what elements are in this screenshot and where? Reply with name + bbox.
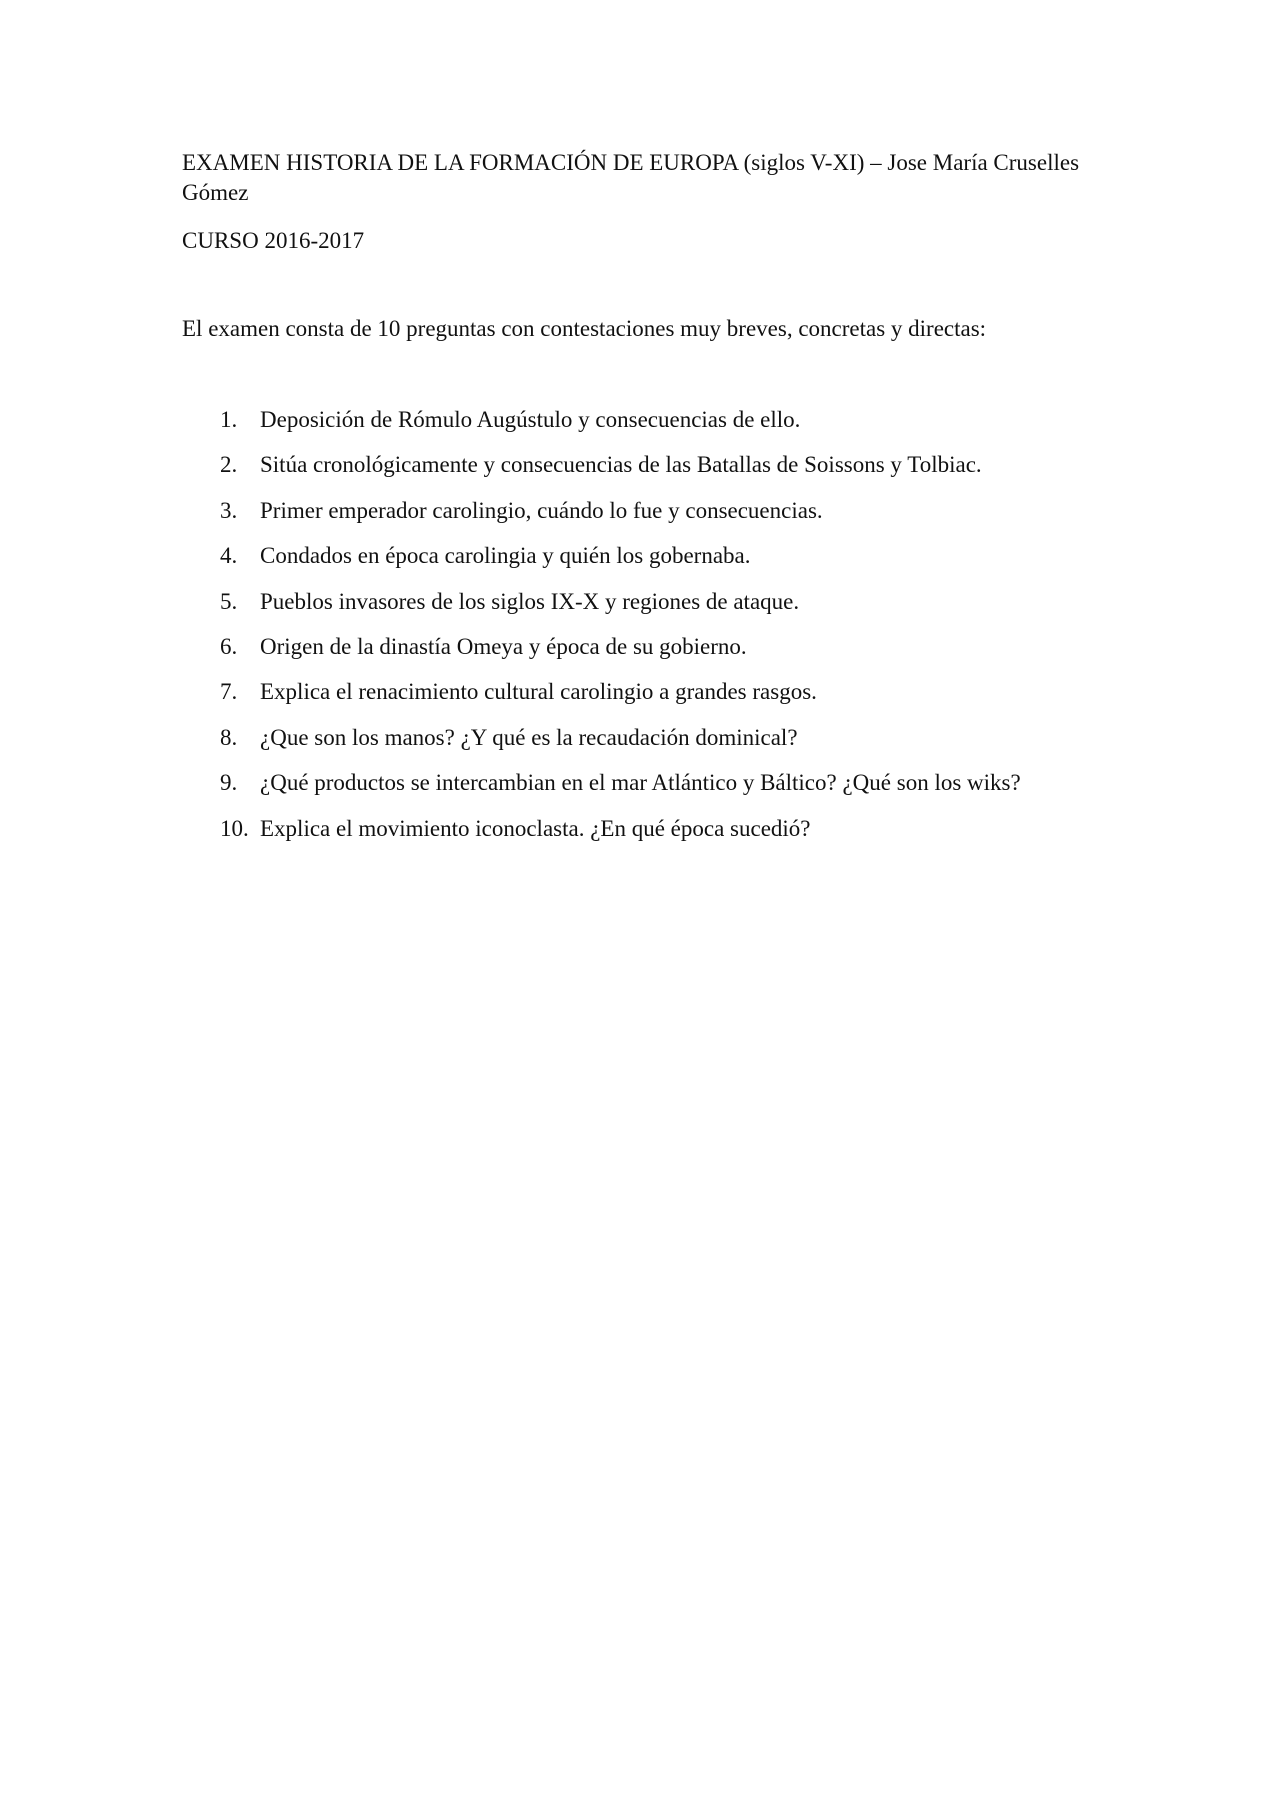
question-item [0, 541, 1280, 586]
question-number: 5. [220, 588, 238, 614]
course-year: CURSO 2016-2017 [182, 228, 365, 253]
question-number: 1. [220, 407, 238, 432]
question-item [0, 405, 1280, 450]
question-number: 4. [220, 543, 238, 569]
question-item [0, 677, 1280, 722]
question-text: Primer emperador carolingio, cuándo lo fue y consecuencias. [260, 497, 823, 523]
question-number: 2. [220, 452, 238, 478]
question-item [0, 450, 1280, 495]
question-item [0, 814, 1280, 859]
question-text: Explica el movimiento iconoclasta. ¿En qué época sucedió? [260, 815, 811, 841]
question-number: 3. [220, 497, 238, 523]
question-text: Pueblos invasores de los siglos IX-X y regiones de ataque. [260, 588, 800, 614]
question-text: ¿Qué productos se intercambian en el mar Atlántico y Báltico? ¿Qué son los wiks? [260, 770, 1021, 796]
question-number: 10. [220, 815, 249, 841]
document-title: EXAMEN HISTORIA DE LA FORMACIÓN DE EUROPA (siglos V-XI) – Jose María Cruselles Gómez [182, 150, 1080, 205]
question-item [0, 587, 1280, 632]
question-item [0, 496, 1280, 541]
question-text: Deposición de Rómulo Augústulo y consecuencias de ello. [260, 407, 801, 432]
exam-instructions: El examen consta de 10 preguntas con contestaciones muy breves, concretas y directas: [182, 316, 987, 341]
question-number: 7. [220, 679, 238, 705]
question-item [0, 768, 1280, 813]
question-number: 8. [220, 724, 238, 750]
question-text: ¿Que son los manos? ¿Y qué es la recaudación dominical? [260, 724, 798, 750]
question-text: Condados en época carolingia y quién los gobernaba. [260, 543, 751, 569]
question-item [0, 632, 1280, 677]
question-number: 9. [220, 770, 238, 796]
question-list [0, 405, 1280, 859]
question-number: 6. [220, 633, 238, 659]
question-text: Explica el renacimiento cultural carolingio a grandes rasgos. [260, 679, 817, 705]
question-text: Sitúa cronológicamente y consecuencias de las Batallas de Soissons y Tolbiac. [260, 452, 982, 478]
question-item [0, 723, 1280, 768]
question-text: Origen de la dinastía Omeya y época de su gobierno. [260, 633, 747, 659]
